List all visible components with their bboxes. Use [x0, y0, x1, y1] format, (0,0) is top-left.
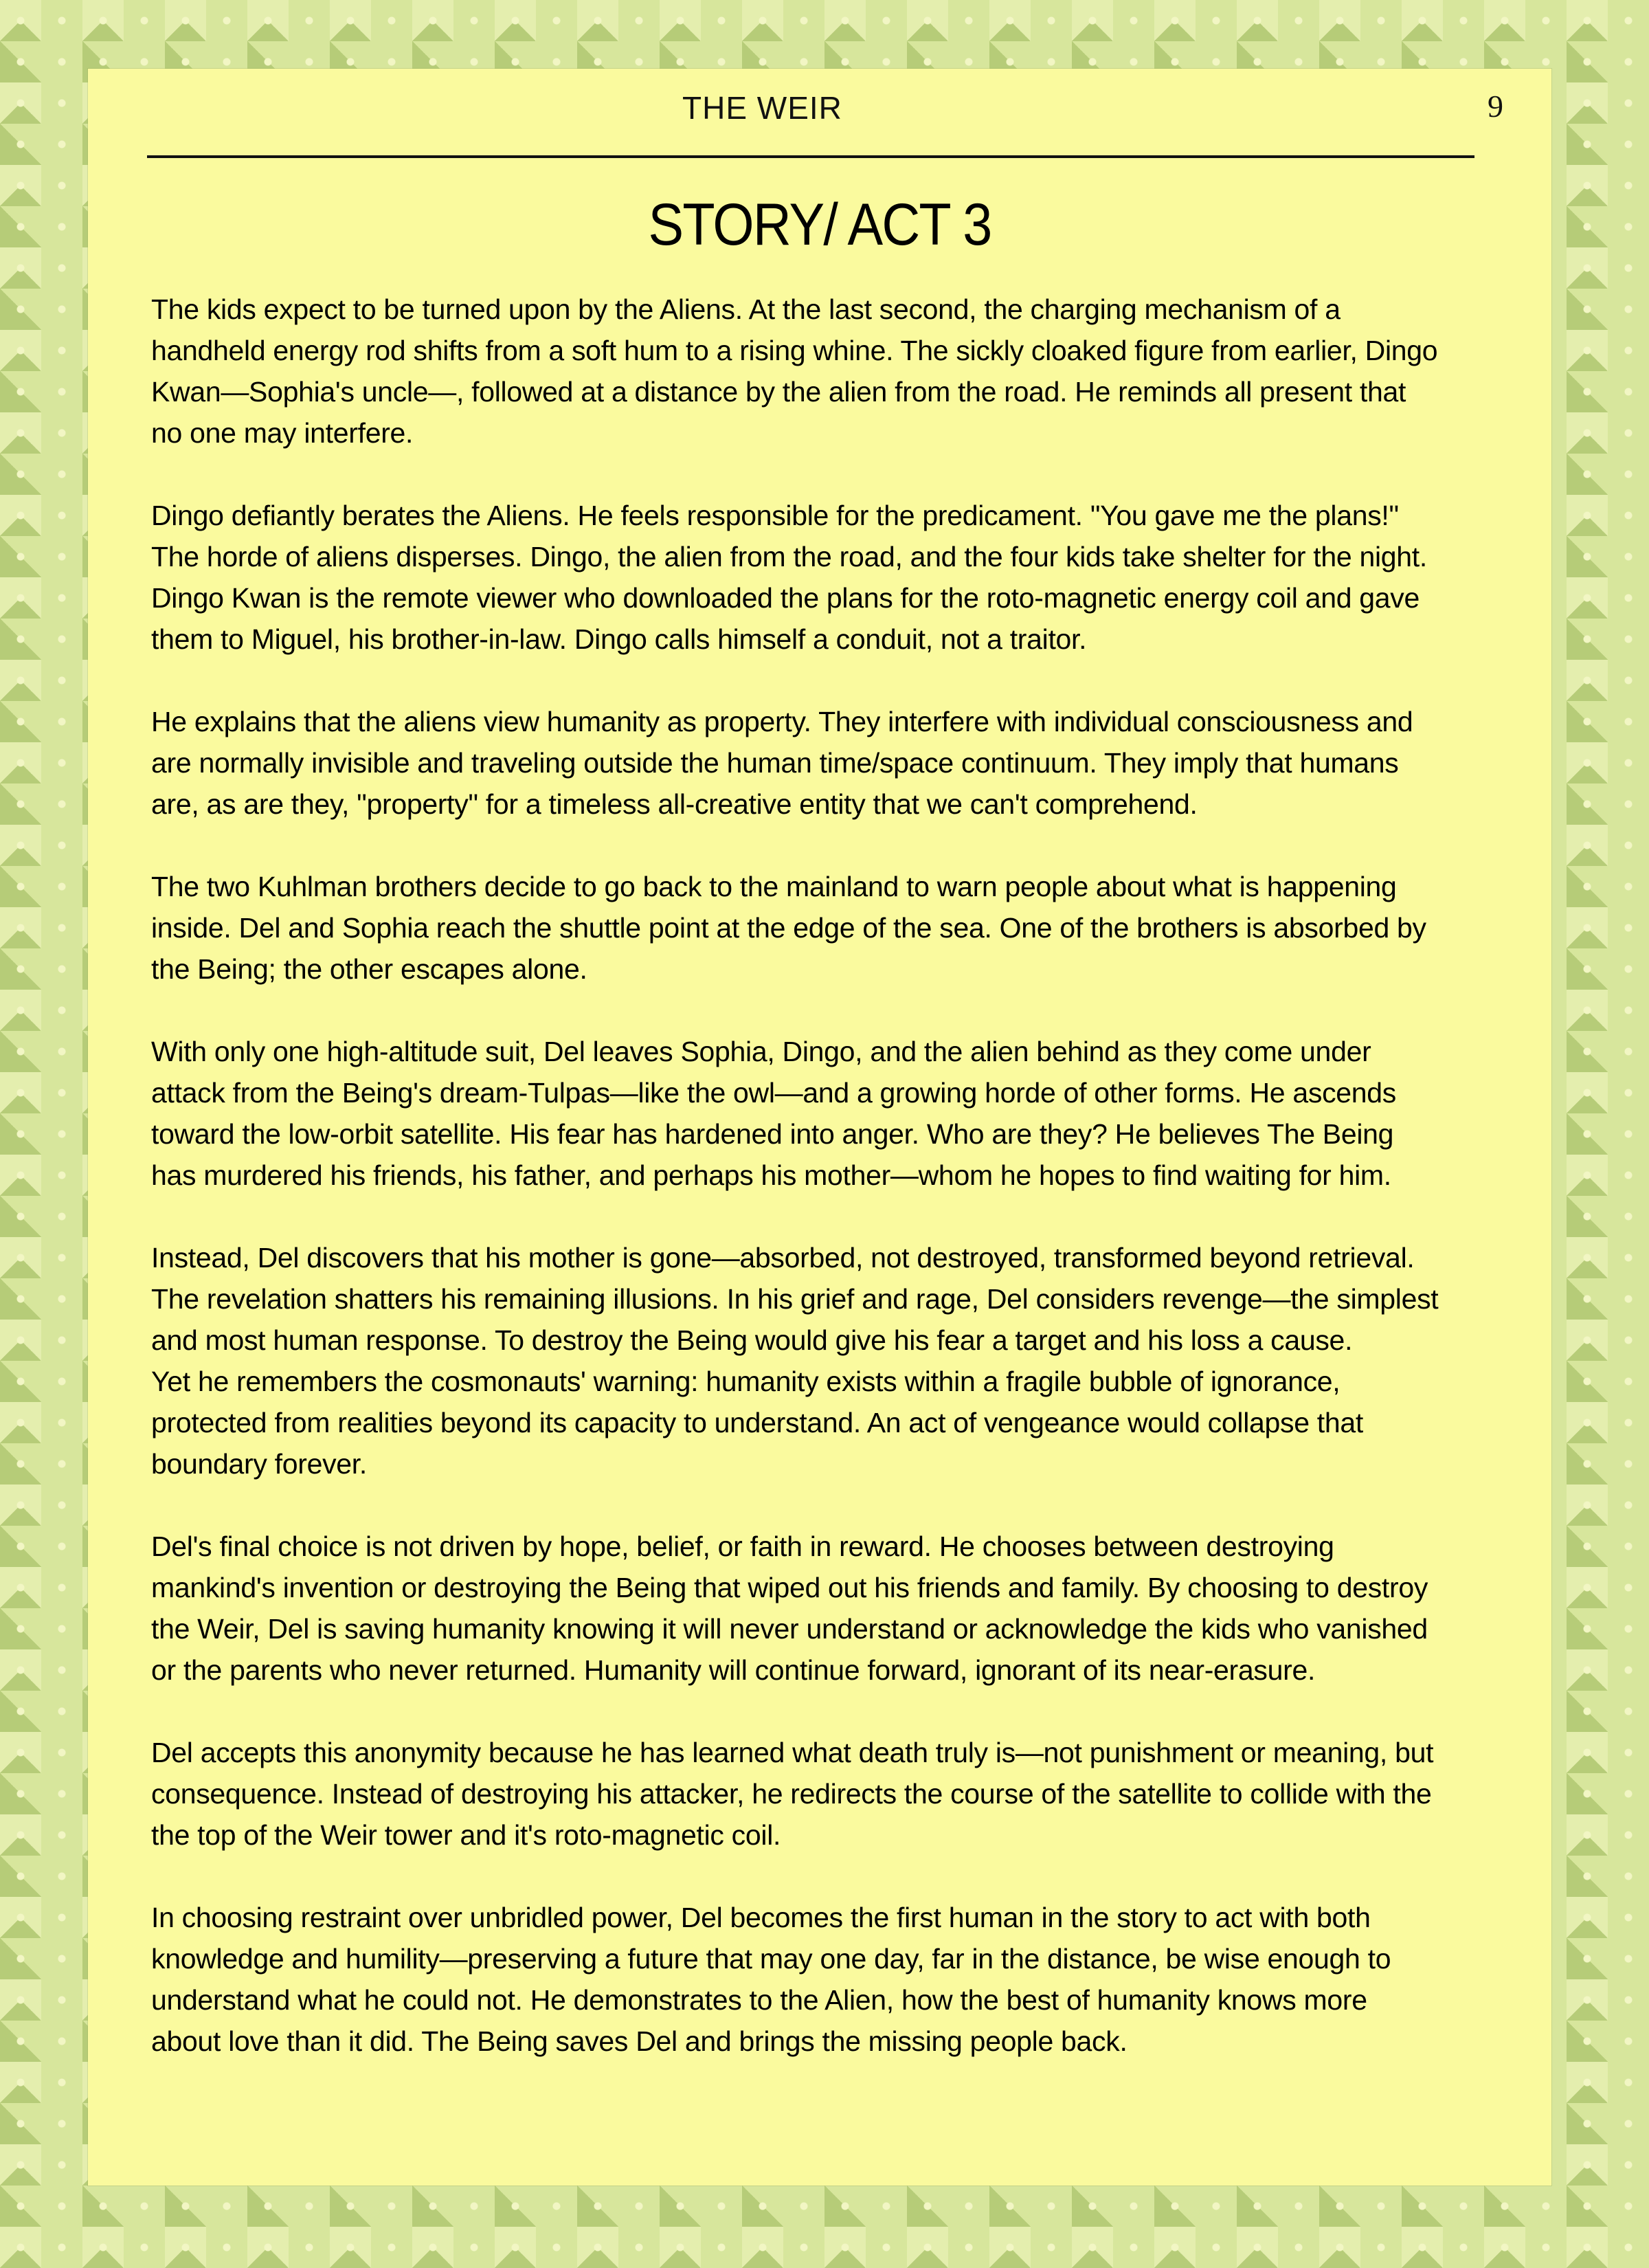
running-header	[88, 89, 1551, 131]
page	[88, 69, 1551, 2186]
paragraph: With only one high-altitude suit, Del leaves Sophia, Dingo, and the alien behind as they come under attack from the Being's dream-Tulpas—like the owl—and a growing horde of other forms. He ascends toward the low-orbit satellite. His fear has hardened into anger. Who are they? He believes The Being has murdered his friends, his father, and perhaps his mother—whom he hopes to find waiting for him.	[151, 1036, 1396, 1191]
paragraph: Del accepts this anonymity because he has learned what death truly is—not punishment or meaning, but consequence. Instead of destroying his attacker, he redirects the course of the satellite to collide with the the top of the Weir tower and it's roto-magnetic coil.	[151, 1737, 1434, 1851]
header-rule	[147, 155, 1474, 158]
paragraph: He explains that the aliens view humanity as property. They interfere with individual consciousness and are normally invisible and traveling outside the human time/space continuum. They imply that humans are, as are they, "property" for a timeless all-creative entity that we can't comprehend.	[151, 706, 1413, 820]
page-title: STORY/ ACT 3	[648, 192, 991, 258]
paragraph: The kids expect to be turned upon by the Aliens. At the last second, the charging mechanism of a handheld energy rod shifts from a soft hum to a rising whine. The sickly cloaked figure from earlier, Dingo Kwan—Sophia's uncle—, followed at a distance by the alien from the road. He reminds all present that no one may interfere.	[151, 293, 1438, 449]
paragraph: The two Kuhlman brothers decide to go back to the mainland to warn people about what is happening inside. Del and Sophia reach the shuttle point at the edge of the sea. One of the brothers is absorbed by the Being; the other escapes alone.	[151, 871, 1426, 985]
paragraph: Del's final choice is not driven by hope, belief, or faith in reward. He chooses between destroying mankind's invention or destroying the Being that wiped out his friends and family. By choosing to destroy the Weir, Del is saving humanity knowing it will never understand or acknowledge the kids who vanished or the parents who never returned. Humanity will continue forward, ignorant of its near-erasure.	[151, 1531, 1428, 1686]
paragraph: Dingo defiantly berates the Aliens. He feels responsible for the predicament. "You gave me the plans!" The horde of aliens disperses. Dingo, the alien from the road, and the four kids take shelter for the night. Dingo Kwan is the remote viewer who downloaded the plans for the roto-magnetic energy coil and gave them to Miguel, his brother-in-law. Dingo calls himself a conduit, not a traitor.	[151, 500, 1427, 655]
page-number: 9	[1488, 89, 1503, 124]
story-body	[151, 289, 1518, 2103]
running-title: THE WEIR	[682, 90, 842, 126]
paragraph: In choosing restraint over unbridled power, Del becomes the first human in the story to act with both knowledge and humility—preserving a future that may one day, far in the distance, be wise enough to understand what he could not. He demonstrates to the Alien, how the best of humanity knows more about love than it did. The Being saves Del and brings the missing people back.	[151, 1902, 1391, 2057]
paragraph: Instead, Del discovers that his mother is gone—absorbed, not destroyed, transformed beyond retrieval. The revelation shatters his remaining illusions. In his grief and rage, Del considers revenge—the simplest and most human response. To destroy the Being would give his fear a target and his loss a cause. Yet he remembers the cosmonauts' warning: humanity exists within a fragile bubble of ignorance, protected from realities beyond its capacity to understand. An act of vengeance would collapse that boundary forever.	[151, 1242, 1439, 1480]
